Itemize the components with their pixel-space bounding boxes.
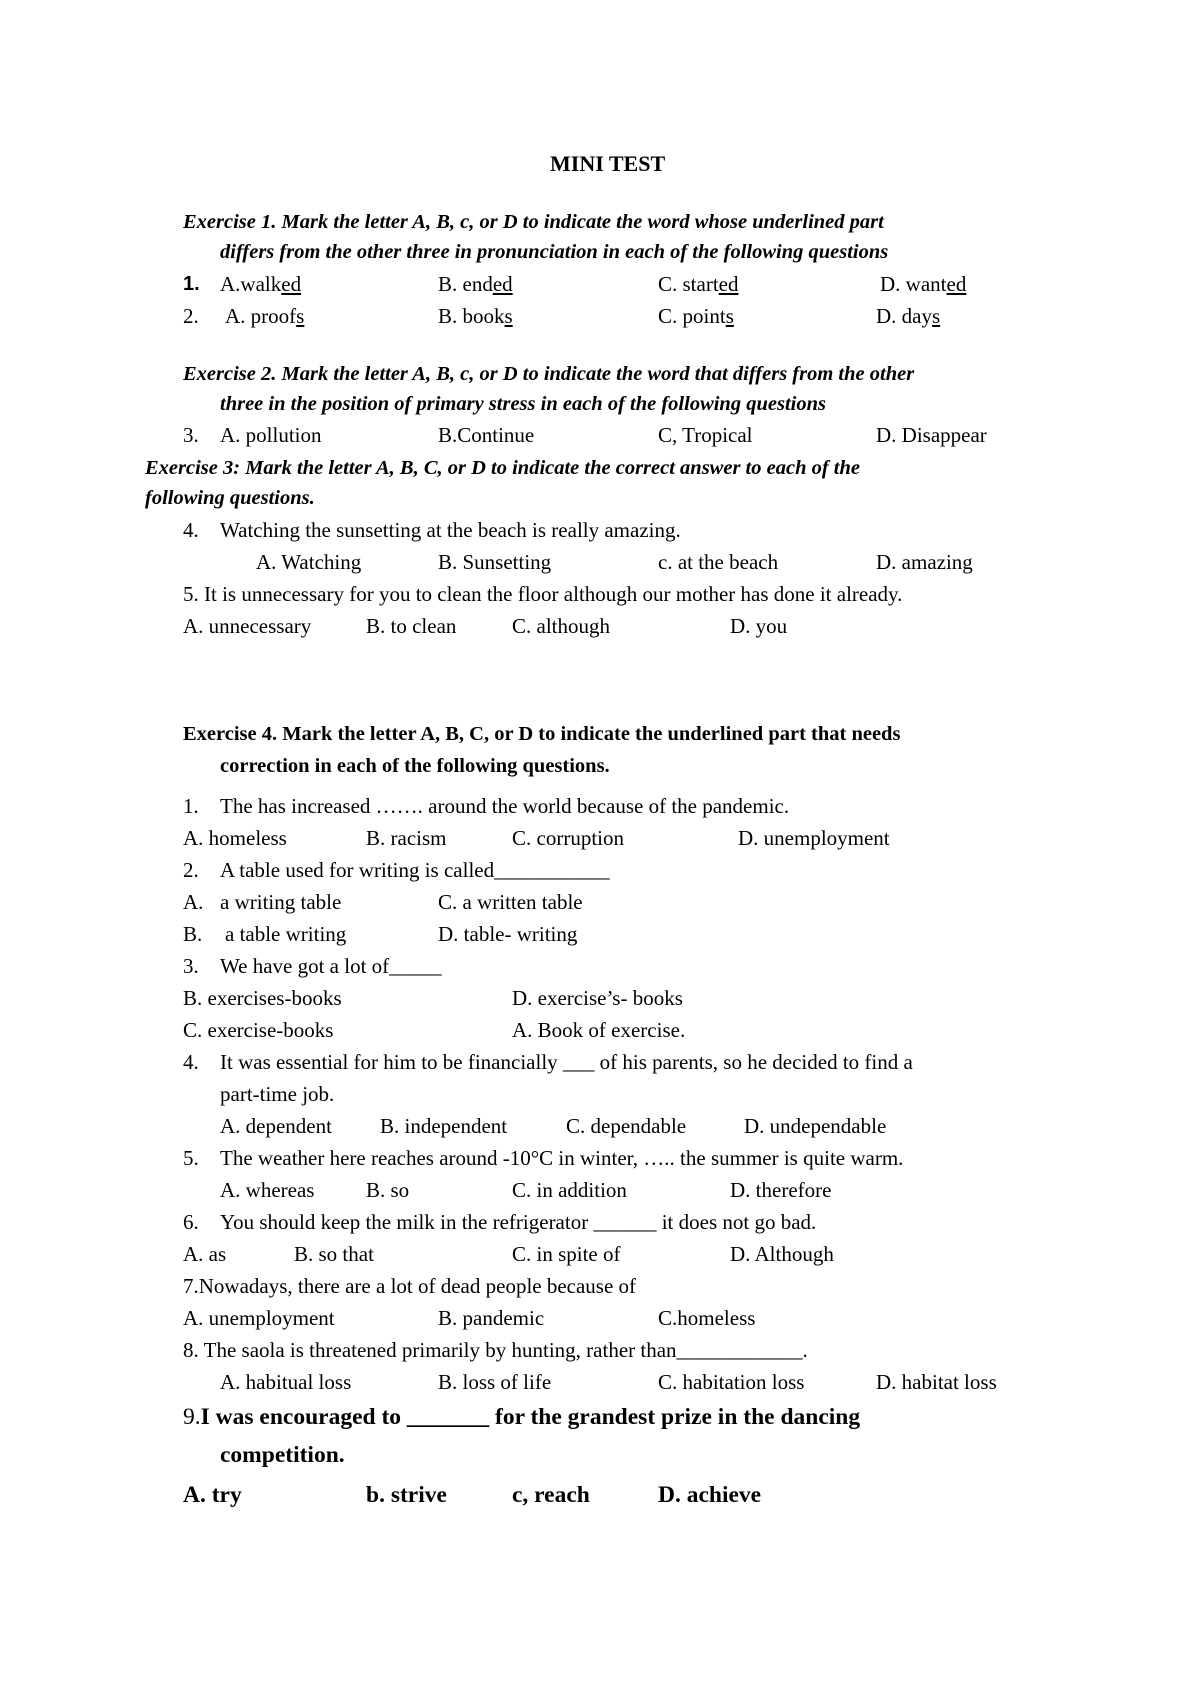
exercise-3-heading-cont: following questions. — [145, 487, 315, 509]
option-a: A. as — [183, 1242, 227, 1266]
option-c: C. dependable — [566, 1114, 687, 1138]
option-a: A. habitual loss — [220, 1370, 352, 1394]
exercise-1-heading: Exercise 1. Mark the letter A, B, c, or D to indicate the word whose underlined part — [183, 211, 884, 233]
exercise-4-heading: Exercise 4. Mark the letter A, B, C, or D to indicate the underlined part that needs — [183, 723, 901, 745]
question-number: 3. — [183, 954, 199, 978]
exercise-1-heading-cont: differs from the other three in pronunciation in each of the following questions — [220, 241, 889, 263]
option-a: A. Book of exercise. — [512, 1018, 686, 1042]
option-a: A. unnecessary — [183, 614, 312, 638]
option-a: A. proofs — [225, 304, 305, 328]
option-a: A.walked — [220, 272, 302, 296]
option-b: B. books — [438, 304, 513, 328]
option-a: A. homeless — [183, 826, 287, 850]
question-text: 5. It is unnecessary for you to clean the floor although our mother has done it already. — [183, 582, 903, 606]
option-d: D. Although — [730, 1242, 834, 1266]
option-d: D. you — [730, 614, 788, 638]
option-d: D. unemployment — [738, 826, 890, 850]
option-b: B. independent — [380, 1114, 508, 1138]
option-a: A. try — [183, 1482, 242, 1508]
option-b: B.Continue — [438, 423, 535, 447]
option-d: D. exercise’s- books — [512, 986, 683, 1010]
question-text: A table used for writing is called___________ — [220, 858, 610, 882]
option-b: b. strive — [366, 1482, 447, 1508]
option-a: A. dependent — [220, 1114, 332, 1138]
option-a: A. whereas — [220, 1178, 315, 1202]
question-number: 1. — [183, 794, 199, 818]
option-b: B. racism — [366, 826, 447, 850]
option-c: C. exercise-books — [183, 1018, 334, 1042]
page-title: MINI TEST — [550, 151, 666, 176]
option-b: B. loss of life — [438, 1370, 552, 1394]
option-c: C. in addition — [512, 1178, 627, 1202]
question-text: It was essential for him to be financially ___ of his parents, so he decided to find a — [220, 1050, 913, 1074]
option-d: D. undependable — [744, 1114, 887, 1138]
option-b: B. — [183, 922, 203, 946]
option-b: B. Sunsetting — [438, 550, 552, 574]
option-a: A. Watching — [256, 550, 362, 574]
question-text: 7.Nowadays, there are a lot of dead people because of — [183, 1274, 637, 1298]
exercise-3-heading: Exercise 3: Mark the letter A, B, C, or D to indicate the correct answer to each of the — [145, 457, 860, 479]
option-a: A. — [183, 890, 204, 914]
question-text: You should keep the milk in the refrigerator ______ it does not go bad. — [220, 1210, 817, 1234]
option-b: B. ended — [438, 272, 513, 296]
option-d: D. achieve — [658, 1482, 762, 1508]
option-c: C. habitation loss — [658, 1370, 805, 1394]
option-c: C. started — [658, 272, 739, 296]
option-d: D. therefore — [730, 1178, 832, 1202]
question-number: 2. — [183, 304, 199, 328]
question-number: 5. — [183, 1146, 199, 1170]
question-number: 4. — [183, 518, 199, 542]
option-b: B. pandemic — [438, 1306, 545, 1330]
option-b-text: a table writing — [225, 922, 347, 946]
option-b: B. so that — [294, 1242, 374, 1266]
option-d: D. habitat loss — [876, 1370, 997, 1394]
question-text: The weather here reaches around -10°C in winter, ….. the summer is quite warm. — [220, 1146, 904, 1170]
option-c: C. a written table — [438, 890, 583, 914]
option-c: C. corruption — [512, 826, 624, 850]
option-d: D. Disappear — [876, 423, 987, 447]
question-text: Watching the sunsetting at the beach is really amazing. — [220, 518, 681, 542]
question-text: 8. The saola is threatened primarily by hunting, rather than____________. — [183, 1338, 808, 1362]
option-c: c, reach — [512, 1482, 590, 1508]
question-text-cont: competition. — [220, 1442, 345, 1468]
exercise-4-heading-cont: correction in each of the following questions. — [220, 755, 610, 777]
option-d: D. table- writing — [438, 922, 578, 946]
question-line: 9.I was encouraged to _______ for the grandest prize in the dancing — [183, 1404, 861, 1430]
question-text: We have got a lot of_____ — [220, 954, 442, 978]
question-number: 1. — [183, 273, 200, 295]
question-number: 6. — [183, 1210, 199, 1234]
option-b: B. to clean — [366, 614, 457, 638]
option-c: C.homeless — [658, 1306, 756, 1330]
question-number: 2. — [183, 858, 199, 882]
option-b: B. exercises-books — [183, 986, 342, 1010]
option-c: C, Tropical — [658, 423, 753, 447]
option-b: B. so — [366, 1178, 410, 1202]
option-a: A. unemployment — [183, 1306, 335, 1330]
option-c: c. at the beach — [658, 550, 779, 574]
option-c: C. points — [658, 304, 734, 328]
question-text-cont: part-time job. — [220, 1082, 335, 1106]
question-number: 4. — [183, 1050, 199, 1074]
option-a: A. pollution — [220, 423, 322, 447]
exercise-2-heading: Exercise 2. Mark the letter A, B, c, or D to indicate the word that differs from the other — [183, 363, 915, 385]
option-a-text: a writing table — [220, 890, 342, 914]
exercise-2-heading-cont: three in the position of primary stress in each of the following questions — [220, 393, 826, 415]
option-c: C. in spite of — [512, 1242, 621, 1266]
option-d: D. amazing — [876, 550, 973, 574]
option-d: D. days — [876, 304, 941, 328]
option-d: D. wanted — [880, 272, 967, 296]
option-c: C. although — [512, 614, 610, 638]
question-text: The has increased ……. around the world because of the pandemic. — [220, 794, 790, 818]
question-number: 3. — [183, 423, 199, 447]
